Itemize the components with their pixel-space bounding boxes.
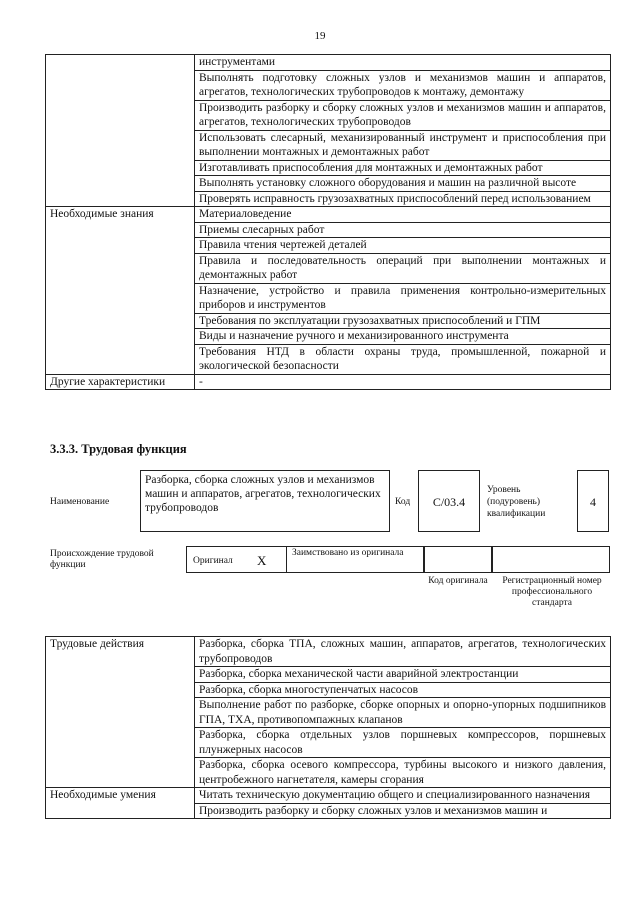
name-label: Наименование — [50, 497, 110, 507]
row-text: Использовать слесарный, механизированный инструмент и приспособления при выполнении монтажных и демонтажных работ — [195, 130, 611, 160]
row-text: Виды и назначение ручного и механизированного инструмента — [195, 329, 611, 345]
table-row — [46, 637, 611, 667]
row-text: Материаловедение — [195, 207, 611, 223]
code-label: Код — [395, 497, 411, 507]
registration-number-caption: Регистрационный номер профессионального стандарта — [502, 576, 602, 608]
row-text: Разборка, сборка механической части аварийной электростанции — [195, 667, 611, 683]
row-text: Производить разборку и сборку сложных узлов и механизмов машин и аппаратов, агрегатов, технологических трубопроводов — [195, 100, 611, 130]
table-row — [46, 55, 611, 71]
row-text: Разборка, сборка отдельных узлов поршневых компрессоров, поршневых плунжерных насосов — [195, 728, 611, 758]
row-text: Выполнять установку сложного оборудования и машин на различной высоте — [195, 176, 611, 192]
table-row — [46, 207, 611, 223]
registration-number-box — [492, 546, 610, 573]
origin-label: Происхождение трудовой функции — [50, 549, 154, 570]
labor-actions-label: Трудовые действия — [46, 637, 195, 788]
row-text: Приемы слесарных работ — [195, 222, 611, 238]
level-value: 4 — [577, 470, 609, 532]
row-text: Читать техническую документацию общего и специализированного назначения — [195, 788, 611, 804]
row-text: инструментами — [195, 55, 611, 71]
function-name-box: Разборка, сборка сложных узлов и механизмов машин и аппаратов, агрегатов, технологических трубопроводов — [140, 470, 390, 532]
row-text: Изготавливать приспособления для монтажных и демонтажных работ — [195, 160, 611, 176]
required-skills-label: Необходимые умения — [46, 788, 195, 819]
row-text: Правила чтения чертежей деталей — [195, 238, 611, 254]
row-text: Правила и последовательность операций при выполнении монтажных и демонтажных работ — [195, 253, 611, 283]
row-text: Разборка, сборка многоступенчатых насосов — [195, 682, 611, 698]
original-code-box — [424, 546, 492, 573]
level-label: Уровень (подуровень) квалификации — [487, 485, 546, 519]
row-text: Производить разборку и сборку сложных узлов и механизмов машин и — [195, 803, 611, 819]
code-value: C/03.4 — [418, 470, 480, 532]
row-text: Разборка, сборка осевого компрессора, турбины высокого и низкого давления, центробежного нагнетателя, камеры сгорания — [195, 758, 611, 788]
table-row — [46, 374, 611, 390]
row-text: Выполнение работ по разборке, сборке опорных и опорно-упорных подшипников ГПА, ТХА, противопомпажных клапанов — [195, 698, 611, 728]
row-text: Выполнять подготовку сложных узлов и механизмов машин и аппаратов, агрегатов, технологических трубопроводов к монтажу, демонтажу — [195, 70, 611, 100]
row-text: Требования по эксплуатации грузозахватных приспособлений и ГПМ — [195, 313, 611, 329]
required-knowledge-label: Необходимые знания — [46, 207, 195, 375]
section-title: 3.3.3. Трудовая функция — [50, 442, 187, 456]
page-number: 19 — [314, 30, 326, 42]
original-mark: X — [257, 553, 267, 568]
row-text: Разборка, сборка ТПА, сложных машин, аппаратов, агрегатов, технологических трубопроводов — [195, 637, 611, 667]
row-label — [46, 55, 195, 207]
origin-divider — [286, 546, 287, 573]
top-table — [45, 54, 611, 390]
row-text: Требования НТД в области охраны труда, промышленной, пожарной и экологической безопасности — [195, 344, 611, 374]
bottom-table — [45, 636, 611, 819]
borrowed-label: Заимствовано из оригинала — [292, 548, 404, 558]
row-text: - — [195, 374, 611, 390]
row-text: Проверять исправность грузозахватных приспособлений перед использованием — [195, 191, 611, 207]
row-text: Назначение, устройство и правила применения контрольно-измерительных приборов и инструментов — [195, 283, 611, 313]
table-row — [46, 788, 611, 804]
other-characteristics-label: Другие характеристики — [46, 374, 195, 390]
original-code-caption: Код оригинала — [428, 576, 488, 586]
original-label: Оригинал — [193, 556, 233, 566]
